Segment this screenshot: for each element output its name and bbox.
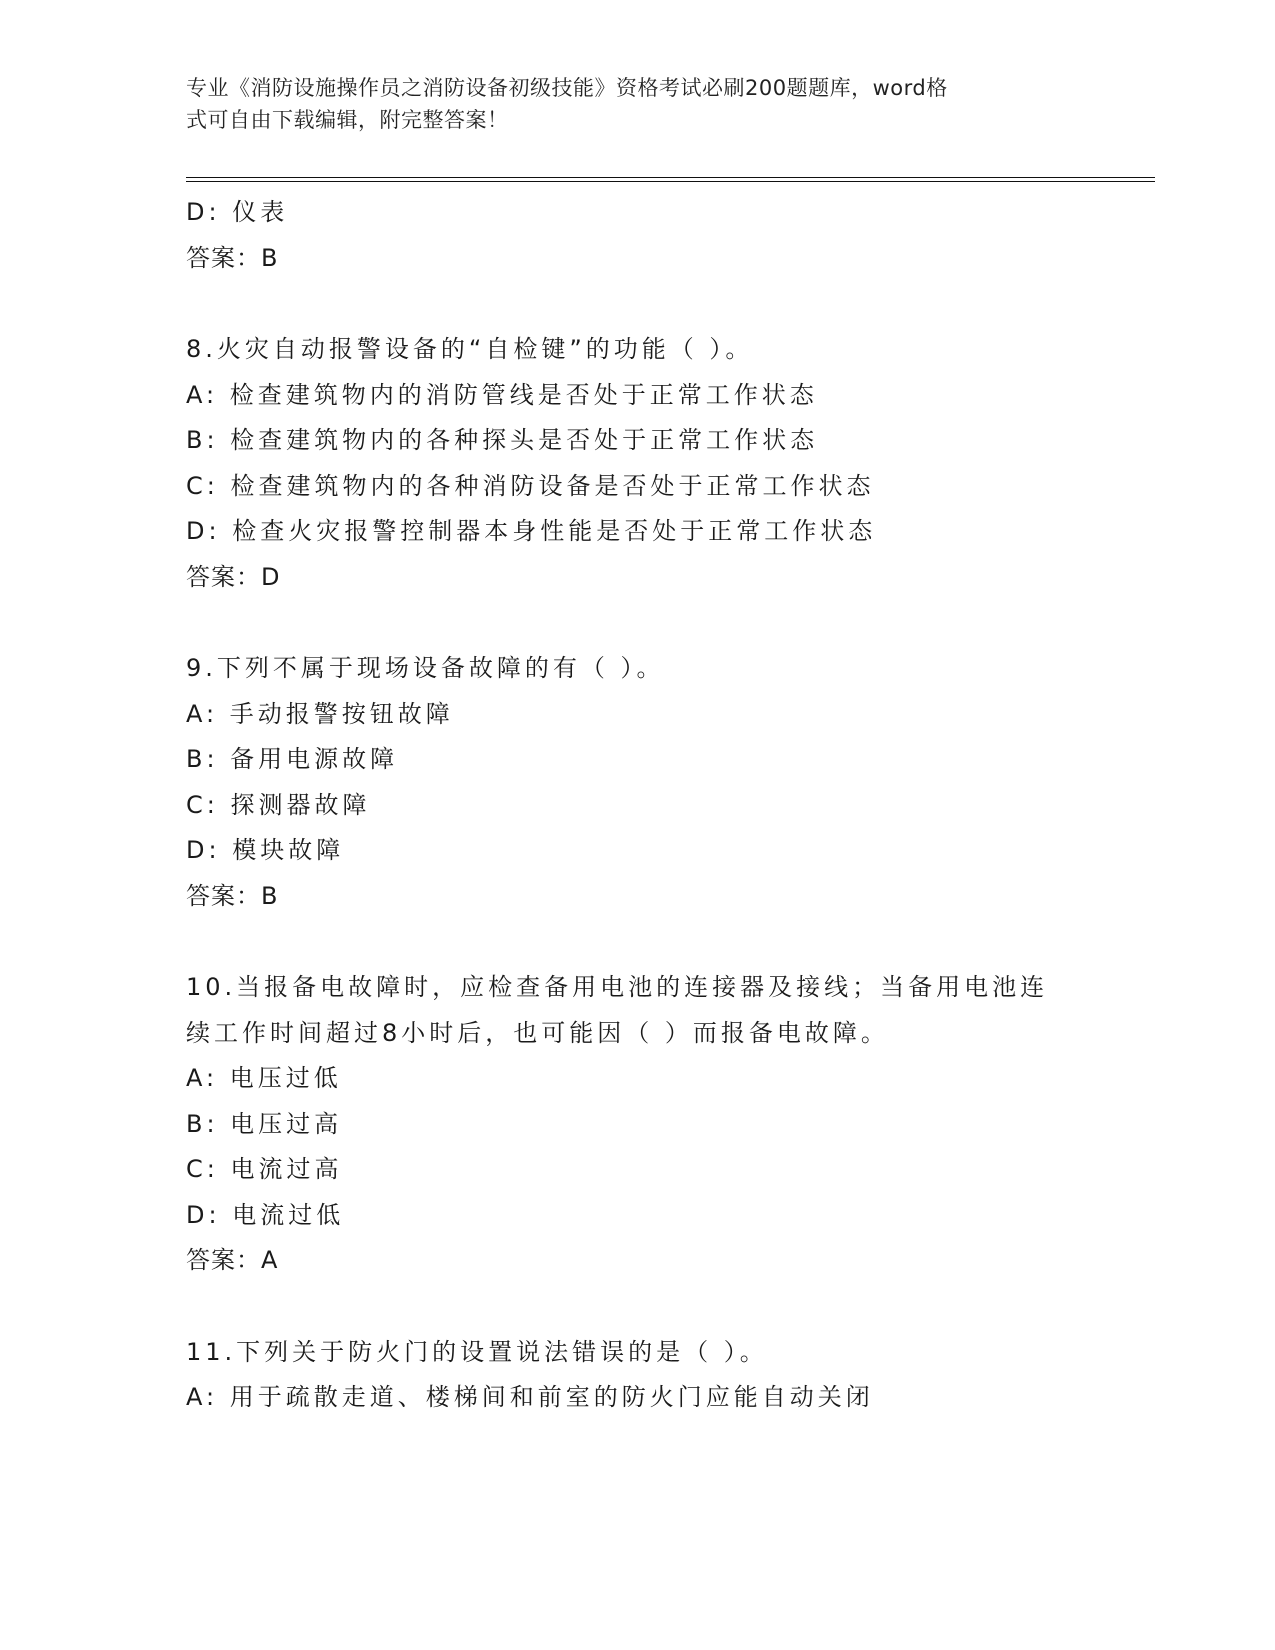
header-rule-bottom [186,181,1155,182]
option-d: D: 检查火灾报警控制器本身性能是否处于正常工作状态 [186,517,877,545]
option-c: C: 探测器故障 [186,790,371,819]
option-c: C: 检查建筑物内的各种消防设备是否处于正常工作状态 [186,471,875,500]
question-stem: 8.火灾自动报警设备的“自检键”的功能（ ）。 [186,335,754,363]
question-stem: 11.下列关于防火门的设置说法错误的是（ ）。 [186,1337,768,1366]
option-b: B: 备用电源故障 [186,745,399,773]
question-10 [186,965,1086,1284]
question-11 [186,1330,1086,1421]
option-b: B: 电压过高 [186,1109,343,1138]
spacer [186,600,1086,646]
option-a: A: 检查建筑物内的消防管线是否处于正常工作状态 [186,380,818,409]
question-content [186,190,1086,1421]
option-c: C: 电流过高 [186,1155,343,1183]
answer-line: 答案：B [186,881,279,910]
option-d: D: 模块故障 [186,836,345,864]
answer-line: 答案：B [186,243,279,272]
spacer [186,281,1086,327]
spacer [186,919,1086,965]
answer-line: 答案：D [186,562,281,591]
header-rule-top [186,177,1155,178]
option-d: D: 电流过低 [186,1200,345,1229]
option-a: A: 用于疏散走道、楼梯间和前室的防火门应能自动关闭 [186,1383,874,1411]
question-8 [186,327,1086,600]
option-d: D: 仪表 [186,198,289,226]
option-b: B: 检查建筑物内的各种探头是否处于正常工作状态 [186,426,819,454]
document-header [186,72,1066,136]
spacer [186,1284,1086,1330]
header-line-2: 式可自由下载编辑，附完整答案！ [186,108,509,132]
header-line-1: 专业《消防设施操作员之消防设备初级技能》资格考试必刷200题题库，word格 [186,76,948,100]
question-9 [186,646,1086,919]
answer-line: 答案：A [186,1246,279,1274]
option-a: A: 手动报警按钮故障 [186,699,454,728]
question-stem: 9.下列不属于现场设备故障的有（ ）。 [186,654,665,682]
option-a: A: 电压过低 [186,1064,342,1092]
question-stem-line-1: 10.当报备电故障时，应检查备用电池的连接器及接线；当备用电池连 [186,973,1049,1001]
question-stem-line-2: 续工作时间超过8小时后，也可能因（ ）而报备电故障。 [186,1018,889,1047]
